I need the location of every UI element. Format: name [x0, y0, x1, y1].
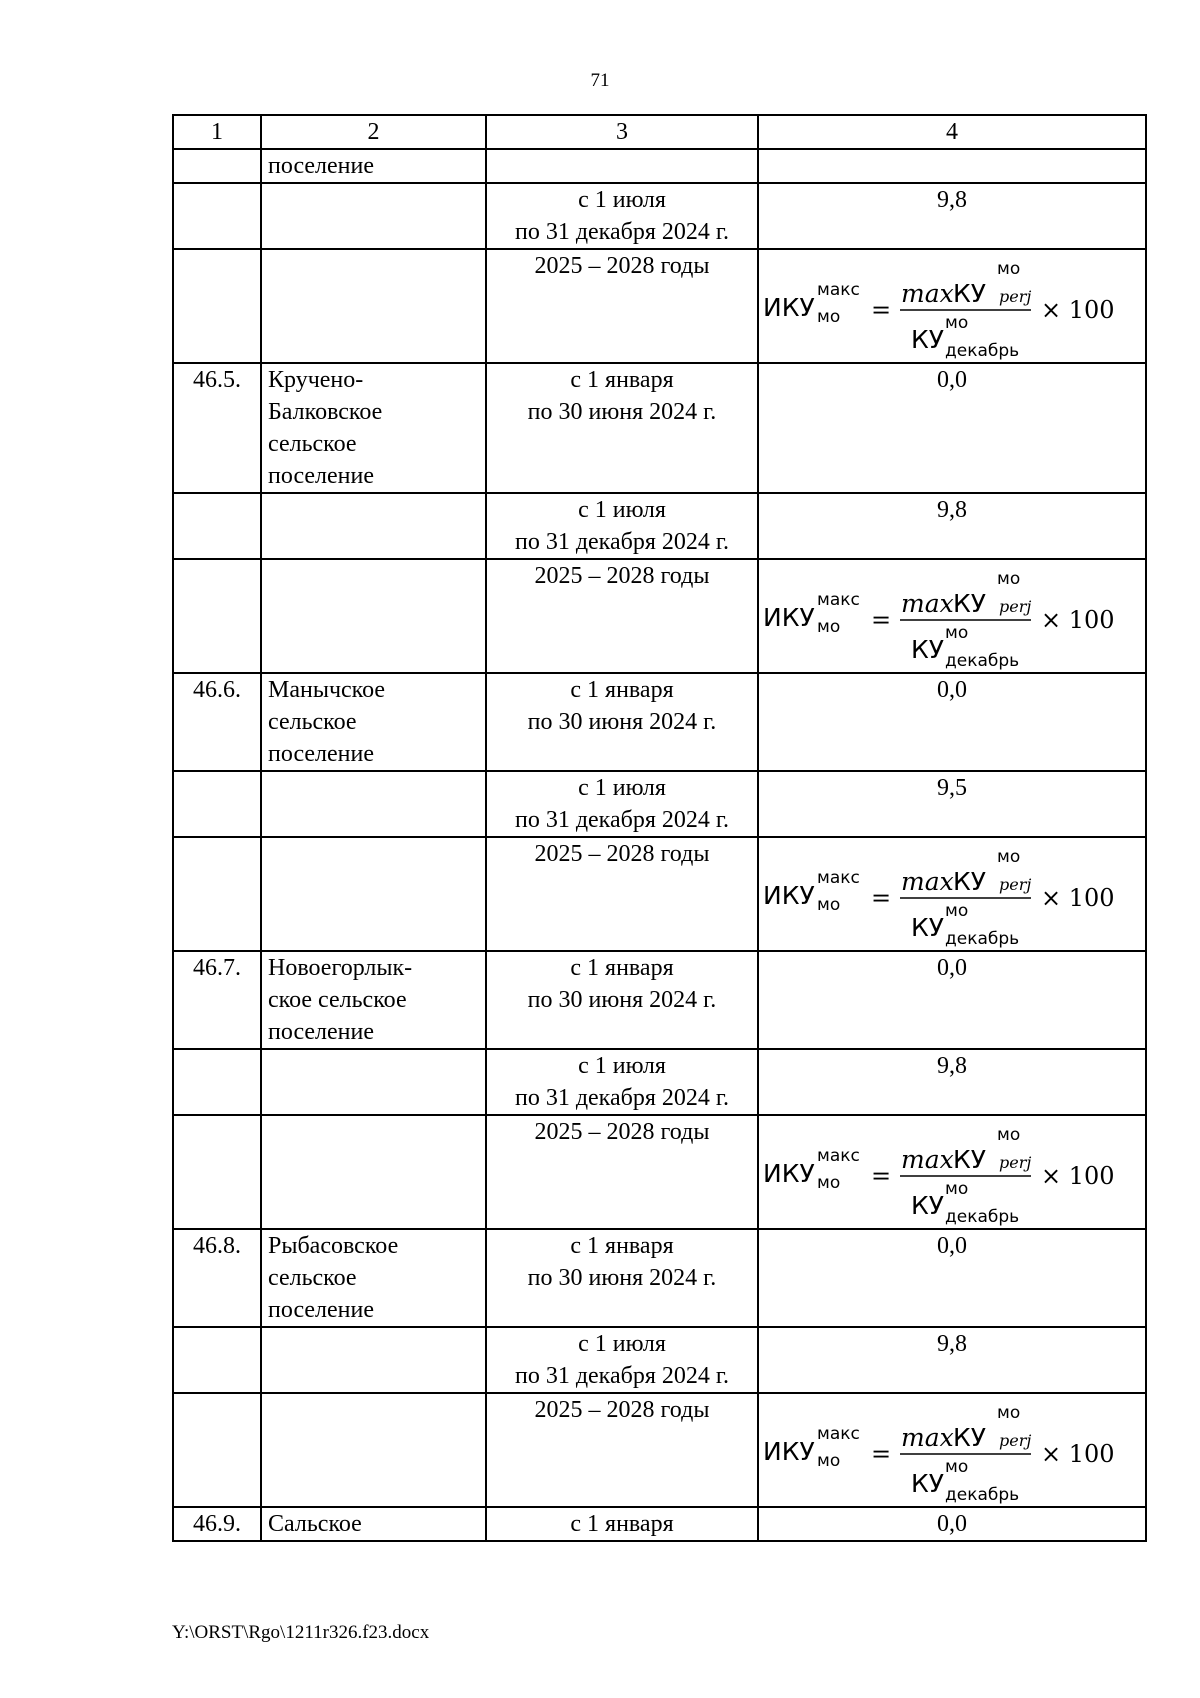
settlement-name-line: Манычское [268, 677, 386, 703]
formula-num-main: КУ [953, 589, 986, 618]
formula-lhs-sup: макс [817, 280, 860, 300]
index-value [758, 1229, 1146, 1327]
row-number [173, 1229, 261, 1327]
table-row [173, 771, 1146, 837]
index-value [758, 837, 1146, 951]
settlement-name-line: сельское [268, 1265, 357, 1291]
period-line: 2025 – 2028 годы [534, 253, 710, 279]
formula-num-sub: perj [999, 1153, 1032, 1172]
row-number [173, 951, 261, 1049]
row-number [173, 249, 261, 363]
formula-equals: = [871, 296, 892, 324]
settlement-name [261, 559, 486, 673]
index-value [758, 559, 1146, 673]
formula-den-sup: мо [945, 313, 969, 333]
settlement-name [261, 249, 486, 363]
settlement-name [261, 1229, 486, 1327]
index-value [758, 249, 1146, 363]
formula-num-prefix: max [901, 589, 954, 618]
page-number: 71 [590, 70, 610, 91]
formula-num-prefix: max [901, 867, 954, 896]
formula-multiplier: × 100 [1041, 296, 1115, 324]
formula [759, 1116, 1145, 1228]
row-number [173, 493, 261, 559]
period-line: с 1 января [570, 367, 674, 393]
row-number [173, 183, 261, 249]
header-col-2: 2 [261, 115, 486, 149]
row-number [173, 1115, 261, 1229]
row-number-line: 46.9. [193, 1511, 241, 1537]
settlement-name [261, 1049, 486, 1115]
row-number [173, 771, 261, 837]
formula-lhs: ИКУ [763, 1437, 815, 1466]
period [486, 1049, 758, 1115]
formula-lhs-sub: мо [817, 895, 841, 915]
table-row [173, 1327, 1146, 1393]
period-line: по 30 июня 2024 г. [527, 987, 717, 1013]
settlement-name-line: поселение [268, 1297, 375, 1323]
formula-den-sub: декабрь [945, 929, 1020, 949]
formula-svg [759, 1394, 1135, 1506]
period-line: 2025 – 2028 годы [534, 563, 710, 589]
table-row [173, 363, 1146, 493]
formula-num-sub: perj [999, 875, 1032, 894]
table-row [173, 1049, 1146, 1115]
settlement-name [261, 1327, 486, 1393]
formula-den-sub: декабрь [945, 1207, 1020, 1227]
row-number-line: 46.8. [193, 1233, 241, 1259]
index-value-line: 9,8 [937, 497, 967, 523]
formula-num-prefix: max [901, 1423, 954, 1452]
index-value-line: 0,0 [937, 955, 967, 981]
period [486, 1393, 758, 1507]
settlement-name-line: Кручено- [268, 367, 364, 393]
formula-num-prefix: max [901, 1145, 954, 1174]
period-line: с 1 января [570, 955, 674, 981]
index-value [758, 1327, 1146, 1393]
settlement-name-line: поселение [268, 741, 375, 767]
formula-num-main: КУ [953, 1145, 986, 1174]
settlement-name-line: Рыбасовское [268, 1233, 399, 1259]
index-value-line: 9,8 [937, 1331, 967, 1357]
period [486, 149, 758, 183]
formula [759, 838, 1145, 950]
table-row [173, 249, 1146, 363]
period [486, 559, 758, 673]
settlement-name [261, 1115, 486, 1229]
row-number [173, 837, 261, 951]
formula-lhs-sub: мо [817, 617, 841, 637]
index-value [758, 1049, 1146, 1115]
period-line: по 30 июня 2024 г. [527, 1265, 717, 1291]
formula-num-sub: perj [999, 597, 1032, 616]
table-row [173, 1229, 1146, 1327]
formula-num-sub: perj [999, 1431, 1032, 1450]
formula-equals: = [871, 606, 892, 634]
period-line: по 31 декабря 2024 г. [514, 1363, 730, 1389]
settlement-name-line: сельское [268, 431, 357, 457]
period-line: 2025 – 2028 годы [534, 841, 710, 867]
header-col-4: 4 [758, 115, 1146, 149]
table-row [173, 149, 1146, 183]
period [486, 183, 758, 249]
table-row [173, 493, 1146, 559]
index-value-line: 0,0 [937, 367, 967, 393]
formula-den-sub: декабрь [945, 651, 1020, 671]
settlement-name [261, 183, 486, 249]
settlement-name [261, 363, 486, 493]
tariff-table [172, 114, 1147, 1542]
period-line: с 1 января [570, 1511, 674, 1537]
period [486, 249, 758, 363]
period-line: с 1 июля [578, 187, 666, 213]
period [486, 951, 758, 1049]
header-col-3: 3 [486, 115, 758, 149]
formula [759, 250, 1145, 362]
index-value [758, 183, 1146, 249]
formula-lhs-sup: макс [817, 1424, 860, 1444]
table-row [173, 559, 1146, 673]
settlement-name-line: поселение [268, 153, 375, 179]
formula-lhs-sup: макс [817, 1146, 860, 1166]
formula-svg [759, 250, 1135, 362]
period-line: по 31 декабря 2024 г. [514, 1085, 730, 1111]
row-number-line: 46.7. [193, 955, 241, 981]
period-line: по 30 июня 2024 г. [527, 399, 717, 425]
index-value [758, 1507, 1146, 1541]
period-line: по 31 декабря 2024 г. [514, 807, 730, 833]
period-line: 2025 – 2028 годы [534, 1397, 710, 1423]
formula-equals: = [871, 1162, 892, 1190]
table-row [173, 1115, 1146, 1229]
index-value [758, 1115, 1146, 1229]
formula-equals: = [871, 884, 892, 912]
formula-svg [759, 838, 1135, 950]
index-value [758, 1393, 1146, 1507]
settlement-name-line: ское сельское [268, 987, 407, 1013]
index-value [758, 493, 1146, 559]
period [486, 837, 758, 951]
formula-multiplier: × 100 [1041, 884, 1115, 912]
table-row [173, 183, 1146, 249]
period-line: с 1 июля [578, 775, 666, 801]
formula-den-main: КУ [911, 1469, 944, 1498]
formula-lhs-sub: мо [817, 1173, 841, 1193]
formula-num-sup: мо [997, 847, 1021, 867]
settlement-name [261, 673, 486, 771]
index-value [758, 771, 1146, 837]
formula-num-sup: мо [997, 569, 1021, 589]
table-row [173, 673, 1146, 771]
formula-lhs-sup: макс [817, 590, 860, 610]
period-line: по 31 декабря 2024 г. [514, 529, 730, 555]
index-value [758, 363, 1146, 493]
table-header-row [173, 115, 1146, 149]
formula-den-main: КУ [911, 325, 944, 354]
formula-num-prefix: max [901, 279, 954, 308]
period-line: 2025 – 2028 годы [534, 1119, 710, 1145]
header-col-1: 1 [173, 115, 261, 149]
formula-multiplier: × 100 [1041, 606, 1115, 634]
formula-multiplier: × 100 [1041, 1162, 1115, 1190]
formula-num-sup: мо [997, 259, 1021, 279]
formula-den-sup: мо [945, 1179, 969, 1199]
formula-num-main: КУ [953, 1423, 986, 1452]
settlement-name [261, 493, 486, 559]
settlement-name-line: Сальское [268, 1511, 362, 1537]
settlement-name [261, 149, 486, 183]
period [486, 1327, 758, 1393]
period-line: с 1 января [570, 1233, 674, 1259]
formula-lhs-sub: мо [817, 307, 841, 327]
formula-lhs: ИКУ [763, 881, 815, 910]
index-value-line: 9,5 [937, 775, 967, 801]
formula-den-sub: декабрь [945, 1485, 1020, 1505]
index-value-line: 9,8 [937, 187, 967, 213]
formula-den-sup: мо [945, 1457, 969, 1477]
index-value [758, 149, 1146, 183]
index-value [758, 673, 1146, 771]
formula-den-sup: мо [945, 901, 969, 921]
index-value-line: 0,0 [937, 1233, 967, 1259]
formula-lhs-sup: макс [817, 868, 860, 888]
formula-num-sub: perj [999, 287, 1032, 306]
period-line: по 31 декабря 2024 г. [514, 219, 730, 245]
period [486, 1229, 758, 1327]
row-number [173, 1393, 261, 1507]
formula-den-sub: декабрь [945, 341, 1020, 361]
row-number [173, 559, 261, 673]
index-value [758, 951, 1146, 1049]
period [486, 363, 758, 493]
settlement-name [261, 1507, 486, 1541]
period-line: с 1 июля [578, 1331, 666, 1357]
row-number-line: 46.5. [193, 367, 241, 393]
table-row [173, 951, 1146, 1049]
settlement-name [261, 1393, 486, 1507]
table-row [173, 1507, 1146, 1541]
formula-lhs-sub: мо [817, 1451, 841, 1471]
index-value-line: 9,8 [937, 1053, 967, 1079]
formula [759, 1394, 1145, 1506]
period-line: с 1 января [570, 677, 674, 703]
row-number-line: 46.6. [193, 677, 241, 703]
settlement-name [261, 837, 486, 951]
formula-equals: = [871, 1440, 892, 1468]
file-path-footer: Y:\ORST\Rgo\1211r326.f23.docx [172, 1622, 430, 1643]
period [486, 493, 758, 559]
formula-svg [759, 1116, 1135, 1228]
settlement-name [261, 771, 486, 837]
formula-num-sup: мо [997, 1403, 1021, 1423]
row-number [173, 673, 261, 771]
period [486, 673, 758, 771]
formula-lhs: ИКУ [763, 1159, 815, 1188]
formula [759, 560, 1145, 672]
formula-lhs: ИКУ [763, 293, 815, 322]
settlement-name-line: Новоегорлык- [268, 955, 413, 981]
formula-lhs: ИКУ [763, 603, 815, 632]
row-number [173, 1049, 261, 1115]
period [486, 1507, 758, 1541]
settlement-name-line: поселение [268, 1019, 375, 1045]
formula-den-main: КУ [911, 913, 944, 942]
row-number [173, 1327, 261, 1393]
formula-num-sup: мо [997, 1125, 1021, 1145]
period [486, 1115, 758, 1229]
settlement-name-line: сельское [268, 709, 357, 735]
formula-svg [759, 560, 1135, 672]
row-number [173, 149, 261, 183]
period-line: с 1 июля [578, 497, 666, 523]
settlement-name [261, 951, 486, 1049]
formula-num-main: КУ [953, 279, 986, 308]
row-number [173, 363, 261, 493]
period [486, 771, 758, 837]
formula-num-main: КУ [953, 867, 986, 896]
formula-den-sup: мо [945, 623, 969, 643]
index-value-line: 0,0 [937, 677, 967, 703]
formula-den-main: КУ [911, 1191, 944, 1220]
table-row [173, 837, 1146, 951]
settlement-name-line: Балковское [268, 399, 383, 425]
formula-den-main: КУ [911, 635, 944, 664]
formula-multiplier: × 100 [1041, 1440, 1115, 1468]
settlement-name-line: поселение [268, 463, 375, 489]
row-number [173, 1507, 261, 1541]
period-line: по 30 июня 2024 г. [527, 709, 717, 735]
index-value-line: 0,0 [937, 1511, 967, 1537]
table-row [173, 1393, 1146, 1507]
period-line: с 1 июля [578, 1053, 666, 1079]
